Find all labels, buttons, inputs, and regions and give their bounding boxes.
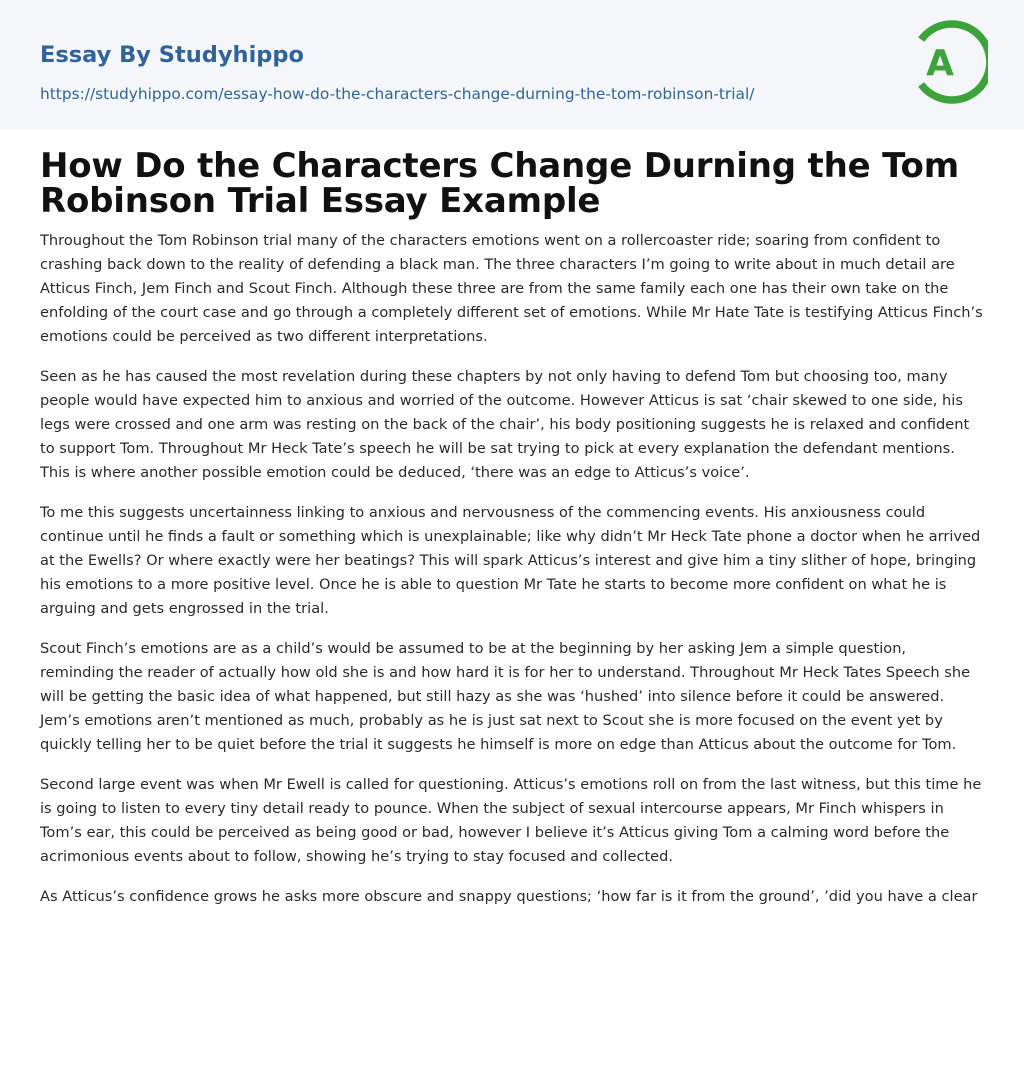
logo-letter: A bbox=[926, 43, 954, 84]
essay-body bbox=[40, 229, 984, 909]
site-header bbox=[0, 0, 1024, 129]
studyhippo-logo-icon[interactable] bbox=[912, 19, 988, 105]
essay-paragraph: Second large event was when Mr Ewell is called for questioning. Atticus’s emotions roll on from the last witness, but this time he is going to listen to every tiny detail ready to pounce. When the subject of sexual intercourse appears, Mr Finch whispers in Tom’s ear, this could be perceived as being good or bad, however I believe it’s Atticus giving Tom a calming word before the acrimonious events about to follow, showing he’s trying to stay focused and collected. bbox=[40, 776, 982, 865]
essay-paragraph: Seen as he has caused the most revelation during these chapters by not only having to defend Tom but choosing too, many people would have expected him to anxious and worried of the outcome. However Atticus is sat ‘chair skewed to one side, his legs were crossed and one arm was resting on the back of the chair’, his body positioning suggests he is relaxed and confident to support Tom. Throughout Mr Heck Tate’s speech he will be sat trying to pick at every explanation the defendant mentions. This is where another possible emotion could be deduced, ‘there was an edge to Atticus’s voice’. bbox=[40, 368, 970, 481]
source-url-link[interactable]: https://studyhippo.com/essay-how-do-the-characters-change-durning-the-tom-robinson-trial/ bbox=[40, 85, 755, 103]
essay-paragraph: Scout Finch’s emotions are as a child’s would be assumed to be at the beginning by her asking Jem a simple question, reminding the reader of actually how old she is and how hard it is for her to understand. Throughout Mr Heck Tates Speech she will be getting the basic idea of what happened, but still hazy as she was ‘hushed’ into silence before it could be answered. Jem’s emotions aren’t mentioned as much, probably as he is just sat next to Scout she is more focused on the event yet by quickly telling her to be quiet before the trial it suggests he himself is more on edge than Atticus about the outcome for Tom. bbox=[40, 640, 971, 753]
essay-paragraph: To me this suggests uncertainness linking to anxious and nervousness of the commencing events. His anxiousness could continue until he finds a fault or something which is unexplainable; like why didn’t Mr Heck Tate phone a doctor when he arrived at the Ewells? Or where exactly were her beatings? This will spark Atticus’s interest and give him a tiny slither of hope, bringing his emotions to a more positive level. Once he is able to question Mr Tate he starts to become more confident on what he is arguing and gets engrossed in the trial. bbox=[40, 504, 981, 617]
essay-paragraph: As Atticus’s confidence grows he asks more obscure and snappy questions; ‘how far is it from the ground’, ’did you have a clear bbox=[40, 888, 978, 905]
essay-paragraph: Throughout the Tom Robinson trial many of the characters emotions went on a rollercoaster ride; soaring from confident to crashing back down to the reality of defending a black man. The three characters I’m going to write about in much detail are Atticus Finch, Jem Finch and Scout Finch. Although these three are from the same family each one has their own take on the enfolding of the court case and go through a completely different set of emotions. While Mr Hate Tate is testifying Atticus Finch’s emotions could be perceived as two different interpretations. bbox=[40, 232, 983, 345]
page-title: How Do the Characters Change Durning the Tom Robinson Trial Essay Example bbox=[40, 146, 959, 221]
site-title[interactable]: Essay By Studyhippo bbox=[40, 42, 304, 68]
